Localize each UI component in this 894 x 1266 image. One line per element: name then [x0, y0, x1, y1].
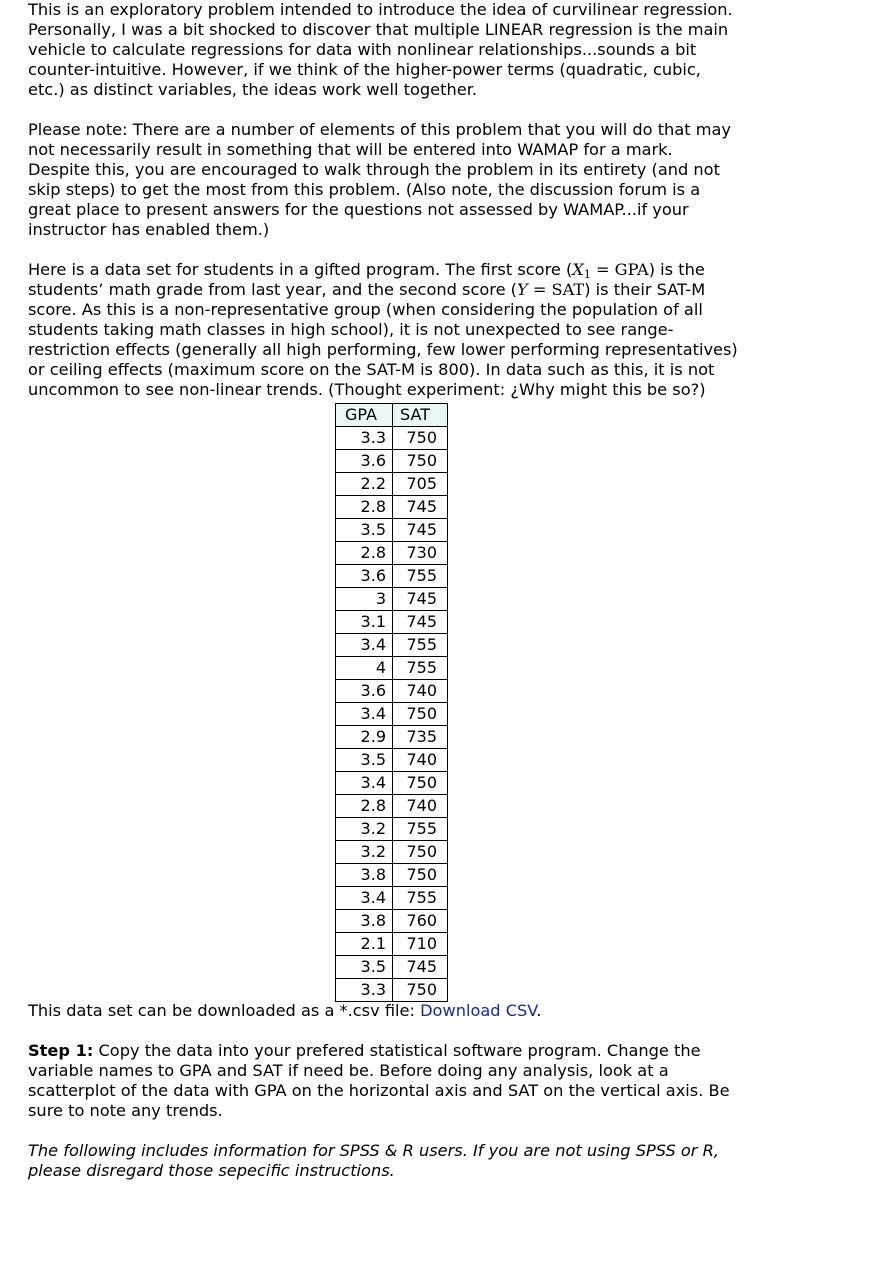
sat-cell: 710	[393, 933, 448, 956]
table-row	[336, 795, 448, 818]
sat-cell: 755	[393, 657, 448, 680]
software-note: The following includes information for SPSS & R users. If you are not using SPSS or R, please disregard those sepecific instructions.	[28, 1141, 719, 1180]
note-paragraph: Please note: There are a number of elements of this problem that you will do that may not necessarily result in something that will be entered into WAMAP for a mark. Despite this, you are encouraged to walk through the problem in its entirety (and not skip steps) to get the most from this problem. (Also note, the discussion forum is a great place to present answers for the questions not assessed by WAMAP...if your instructor has enabled them.)	[28, 120, 731, 239]
gpa-cell: 2.8	[336, 496, 393, 519]
sat-cell: 750	[393, 772, 448, 795]
gpa-cell: 3.4	[336, 703, 393, 726]
table-row	[336, 611, 448, 634]
table-row	[336, 979, 448, 1002]
sat-cell: 755	[393, 565, 448, 588]
table-row	[336, 519, 448, 542]
table-row	[336, 864, 448, 887]
sat-cell: 750	[393, 427, 448, 450]
table-row	[336, 450, 448, 473]
table-row	[336, 496, 448, 519]
sat-column-header: SAT	[393, 404, 448, 427]
table-row	[336, 657, 448, 680]
table-row	[336, 749, 448, 772]
gpa-cell: 3.5	[336, 749, 393, 772]
table-row	[336, 427, 448, 450]
gpa-cell: 3.4	[336, 887, 393, 910]
gpa-cell: 2.1	[336, 933, 393, 956]
gpa-cell: 4	[336, 657, 393, 680]
gpa-cell: 3	[336, 588, 393, 611]
sat-cell: 745	[393, 956, 448, 979]
gpa-cell: 3.3	[336, 427, 393, 450]
problem-content	[28, 0, 738, 1181]
gpa-cell: 3.6	[336, 565, 393, 588]
gpa-cell: 3.3	[336, 979, 393, 1002]
data-description-paragraph: Here is a data set for students in a gifted program. The first score $(X_1 = GPA)$ is the students’ math grade from last year, and the second score (Y = SAT) is their SAT-M score. As this is a non-representative group (when considering the population of all students taking math classes in high school), it is not unexpected to see range-restriction effects (generally all high performing, few lower performing representatives) or ceiling effects (maximum score on the SAT-M is 800). In data such as this, it is not uncommon to see non-linear trends. (Thought experiment: ¿Why might this be so?)	[28, 260, 738, 399]
sat-cell: 745	[393, 588, 448, 611]
download-line: This data set can be downloaded as a *.csv file: Download CSV.	[28, 1001, 542, 1020]
gpa-cell: 3.6	[336, 450, 393, 473]
sat-cell: 750	[393, 979, 448, 1002]
gpa-cell: 3.2	[336, 841, 393, 864]
step1-paragraph: Step 1: Copy the data into your prefered statistical software program. Change the variable names to GPA and SAT if need be. Before doing any analysis, look at a scatterplot of the data with GPA on the horizontal axis and SAT on the vertical axis. Be sure to note any trends.	[28, 1041, 730, 1120]
sat-cell: 735	[393, 726, 448, 749]
gpa-cell: 3.4	[336, 634, 393, 657]
gpa-cell: 3.5	[336, 519, 393, 542]
gpa-cell: 2.2	[336, 473, 393, 496]
table-row	[336, 933, 448, 956]
gpa-cell: 3.1	[336, 611, 393, 634]
table-row	[336, 841, 448, 864]
table-row	[336, 588, 448, 611]
gpa-cell: 3.5	[336, 956, 393, 979]
table-row	[336, 956, 448, 979]
table-row	[336, 910, 448, 933]
table-row	[336, 680, 448, 703]
table-row	[336, 634, 448, 657]
gpa-cell: 2.8	[336, 542, 393, 565]
gpa-cell: 3.8	[336, 864, 393, 887]
gpa-cell: 3.2	[336, 818, 393, 841]
gpa-cell: 3.8	[336, 910, 393, 933]
table-row	[336, 703, 448, 726]
sat-cell: 740	[393, 749, 448, 772]
sat-cell: 750	[393, 450, 448, 473]
table-row	[336, 772, 448, 795]
gpa-cell: 2.8	[336, 795, 393, 818]
table-row	[336, 726, 448, 749]
sat-cell: 745	[393, 496, 448, 519]
gpa-cell: 2.9	[336, 726, 393, 749]
sat-cell: 740	[393, 680, 448, 703]
table-header-row	[336, 404, 448, 427]
intro-paragraph: This is an exploratory problem intended to introduce the idea of curvilinear regression. Personally, I was a bit shocked to discover that multiple LINEAR regression is the main vehicle to calculate regressions for data with nonlinear relationships...sounds a bit counter-intuitive. However, if we think of the higher-power terms (quadratic, cubic, etc.) as distinct variables, the ideas work well together.	[28, 0, 733, 99]
table-row	[336, 818, 448, 841]
step1-label: Step 1:	[28, 1041, 94, 1060]
gpa-column-header: GPA	[336, 404, 393, 427]
sat-cell: 755	[393, 634, 448, 657]
sat-cell: 755	[393, 818, 448, 841]
sat-cell: 750	[393, 841, 448, 864]
sat-cell: 750	[393, 864, 448, 887]
gpa-cell: 3.4	[336, 772, 393, 795]
table-row	[336, 473, 448, 496]
sat-cell: 760	[393, 910, 448, 933]
gpa-sat-table	[335, 403, 448, 1002]
sat-cell: 730	[393, 542, 448, 565]
sat-cell: 745	[393, 611, 448, 634]
sat-cell: 750	[393, 703, 448, 726]
table-row	[336, 542, 448, 565]
download-csv-link[interactable]: Download CSV	[420, 1001, 537, 1020]
table-row	[336, 887, 448, 910]
table-row	[336, 565, 448, 588]
sat-cell: 740	[393, 795, 448, 818]
sat-cell: 705	[393, 473, 448, 496]
gpa-cell: 3.6	[336, 680, 393, 703]
sat-cell: 745	[393, 519, 448, 542]
sat-cell: 755	[393, 887, 448, 910]
